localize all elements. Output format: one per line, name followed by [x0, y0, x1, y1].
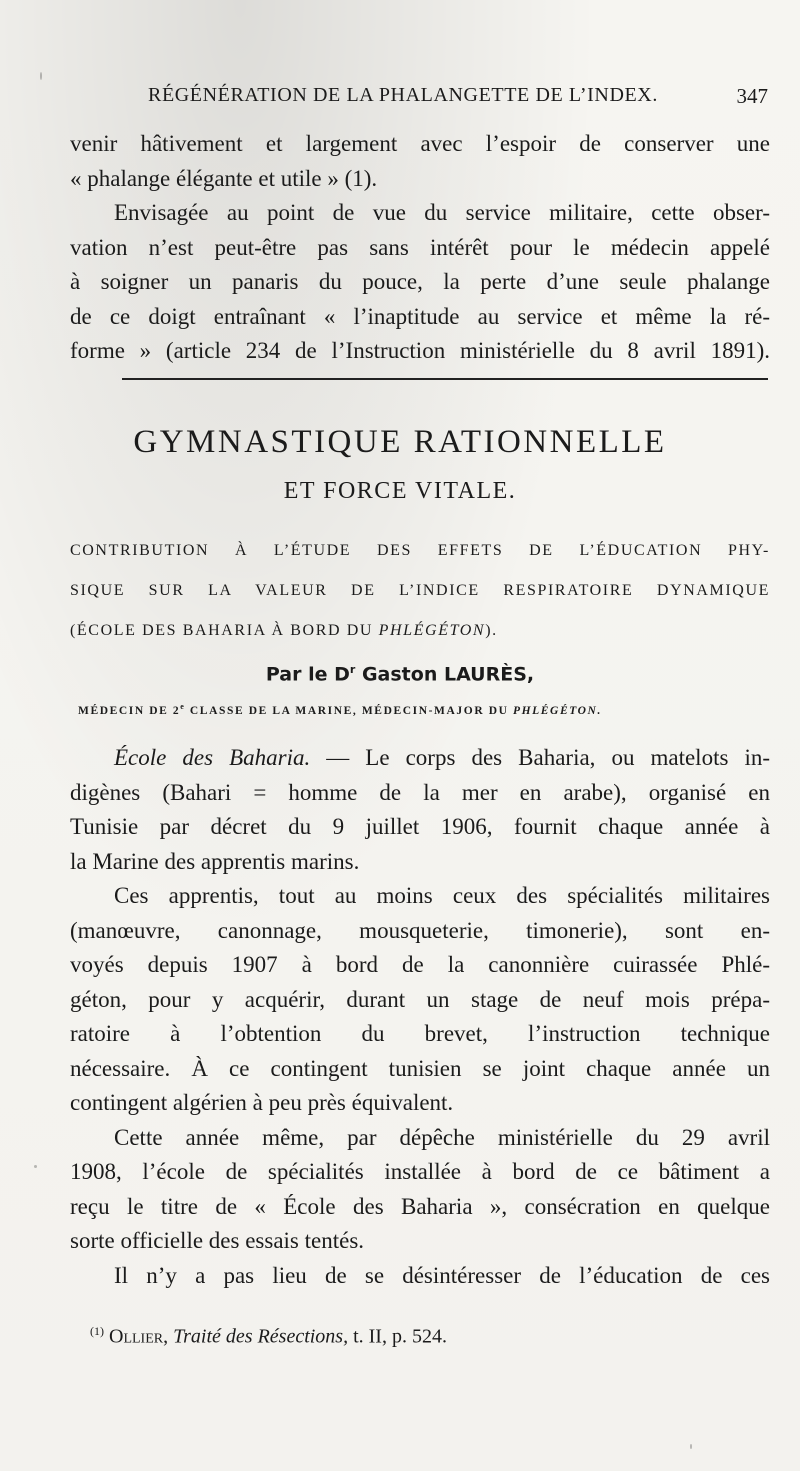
article-title-continued: ET FORCE VITALE.	[283, 478, 517, 504]
affiliation-superscript: e	[180, 702, 186, 711]
footnote-marker: (1)	[90, 1324, 104, 1338]
author-line	[0, 663, 800, 685]
text-line: contingent algérien à peu près équivalent.	[70, 1090, 454, 1115]
section-lead: École des Baharia.	[114, 745, 311, 770]
affiliation-ship: PHLÉGÉTON.	[512, 704, 602, 717]
author-affiliation	[78, 702, 768, 717]
text-line: (manœuvre, canonnage, mousqueterie, timonerie), sont en-	[70, 917, 770, 943]
author-name: Gaston LAURÈS,	[361, 663, 535, 686]
lead-rest: — Le corps des Baharia, ou matelots in-	[310, 745, 771, 770]
text-line: voyés depuis 1907 à bord de la canonnière cuirassée Phlé-	[70, 952, 770, 977]
text-line: 1908, l’école de spécialités installée à bord de ce bâtiment a	[70, 1159, 770, 1184]
text-line: nécessaire. À ce contingent tunisien se joint chaque année un	[70, 1055, 770, 1081]
footnote-author: Ollier,	[109, 1325, 169, 1348]
author-prefix: Par le D	[265, 663, 350, 686]
text-line: digènes (Bahari = homme de la mer en arabe), organisé en	[70, 779, 770, 805]
continued-paragraph	[70, 127, 770, 196]
text-line: vation n’est peut-être pas sans intérêt pour le médecin appelé	[70, 234, 770, 260]
article-subtitle-line	[70, 618, 770, 644]
text-line: géton, pour y acquérir, durant un stage de neuf mois prépa-	[70, 986, 770, 1012]
text-line	[70, 741, 770, 776]
affiliation-middle: CLASSE DE LA MARINE, MÉDECIN-MAJOR DU	[185, 704, 513, 717]
text-line: « phalange élégante et utile » (1).	[70, 165, 378, 191]
text-line: Cette année même, par dépêche ministérielle du 29 avril	[114, 1124, 770, 1150]
doctor-superscript: r	[349, 663, 356, 676]
text-line: Il n’y a pas lieu de se désintéresser de l’éducation de ces	[114, 1262, 770, 1288]
footnote-reference: t. II, p. 524.	[353, 1325, 447, 1348]
text-line: venir hâtivement et largement avec l’espoir de conserver une	[70, 131, 770, 156]
text-line: ratoire à l’obtention du brevet, l’instruction technique	[70, 1021, 770, 1046]
ship-name: PHLÉGÉTON	[378, 622, 486, 639]
affiliation-prefix: MÉDECIN DE 2	[78, 704, 181, 717]
text-line: Envisagée au point de vue du service militaire, cette obser-	[114, 200, 770, 225]
text-line: Ces apprentis, tout au moins ceux des spécialités militaires	[114, 883, 770, 908]
section-divider	[122, 378, 768, 380]
text-line: sorte officielle des essais tentés.	[70, 1228, 365, 1253]
scan-speck	[34, 1165, 37, 1168]
running-title: RÉGÉNÉRATION DE LA PHALANGETTE DE L’INDEX.	[148, 84, 658, 106]
footnote	[90, 1324, 447, 1349]
running-header	[148, 84, 770, 114]
text-line: la Marine des apprentis marins.	[70, 848, 360, 874]
text-line: reçu le titre de « École des Baharia », consécration en quelque	[70, 1193, 770, 1219]
article-body	[70, 741, 770, 1293]
scan-speck	[690, 1444, 692, 1449]
text-line: à soigner un panaris du pouce, la perte d’une seule phalange	[70, 269, 770, 294]
scan-speck	[40, 72, 42, 80]
subtitle-suffix: ).	[485, 622, 498, 639]
military-service-paragraph	[70, 196, 770, 369]
article-title: GYMNASTIQUE RATIONNELLE	[133, 424, 667, 460]
text-line: de ce doigt entraînant « l’inaptitude au service et même la ré-	[70, 303, 770, 329]
footnote-work: Traité des Résections,	[173, 1325, 349, 1348]
text-line: Tunisie par décret du 9 juillet 1906, fournit chaque année à	[70, 814, 770, 839]
article-subtitle-line: SIQUE SUR LA VALEUR DE L’INDICE RESPIRATOIRE DYNAMIQUE	[70, 582, 770, 599]
subtitle-prefix: (ÉCOLE DES BAHARIA À BORD DU	[70, 622, 379, 639]
text-line: forme » (article 234 de l’Instruction ministérielle du 8 avril 1891).	[70, 338, 770, 363]
page-number: 347	[736, 84, 768, 108]
article-subtitle-line: CONTRIBUTION À L’ÉTUDE DES EFFETS DE L’ÉDUCATION PHY-	[70, 542, 770, 559]
